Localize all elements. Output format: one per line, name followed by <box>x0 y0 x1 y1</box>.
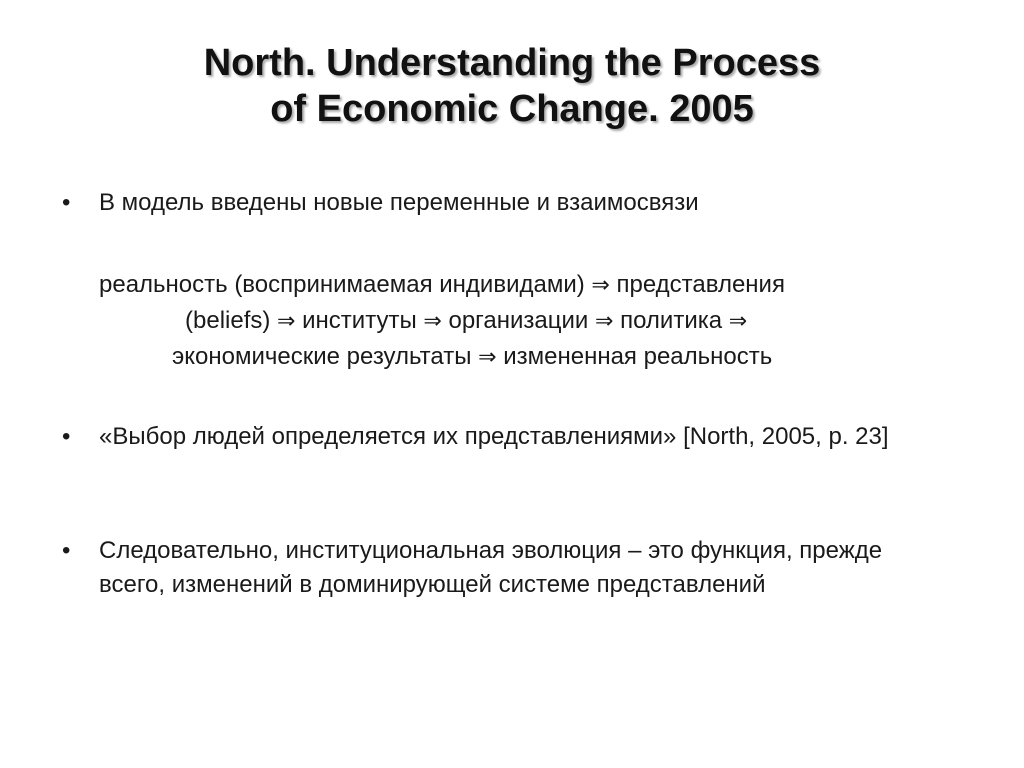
implies-arrow-icon: ⇒ <box>595 309 614 334</box>
formula-term-economic-results: экономические результаты <box>172 343 472 370</box>
formula-term-policy: политика <box>620 307 723 334</box>
bullet-marker: • <box>62 189 71 216</box>
slide-title-line-1: North. Understanding the Process <box>203 42 821 84</box>
formula-term-institutions: институты <box>302 307 417 334</box>
formula-line-2 <box>99 303 939 339</box>
formula-term-reality: реальность (воспринимаемая индивидами) <box>99 271 585 298</box>
slide-title-line-2: of Economic Change. 2005 <box>270 88 754 130</box>
implies-arrow-icon: ⇒ <box>478 345 497 370</box>
bullet-text: Следовательно, институциональная эволюция – это функция, прежде всего, изменений в доминирующей системе представлений <box>99 537 883 598</box>
bullet-marker: • <box>62 537 71 564</box>
bullet-text: В модель введены новые переменные и взаимосвязи <box>99 189 699 216</box>
causal-chain-formula <box>99 267 939 375</box>
formula-term-beliefs: представления <box>616 271 785 298</box>
slide-title <box>0 40 1024 132</box>
formula-line-1 <box>99 267 939 303</box>
implies-arrow-icon: ⇒ <box>591 273 610 298</box>
bullet-marker: • <box>62 423 71 450</box>
bullet-item <box>62 534 942 602</box>
implies-arrow-icon: ⇒ <box>728 309 748 334</box>
formula-term-organizations: организации <box>448 307 589 334</box>
bullet-item <box>62 420 972 454</box>
formula-line-3 <box>99 339 939 375</box>
implies-arrow-icon: ⇒ <box>277 309 296 334</box>
implies-arrow-icon: ⇒ <box>423 309 442 334</box>
formula-term-changed-reality: измененная реальность <box>503 343 773 370</box>
bullet-text: «Выбор людей определяется их представлениями» [North, 2005, p. 23] <box>99 423 889 450</box>
bullet-item <box>62 186 962 220</box>
formula-term-beliefs-en: (beliefs) <box>185 307 271 334</box>
